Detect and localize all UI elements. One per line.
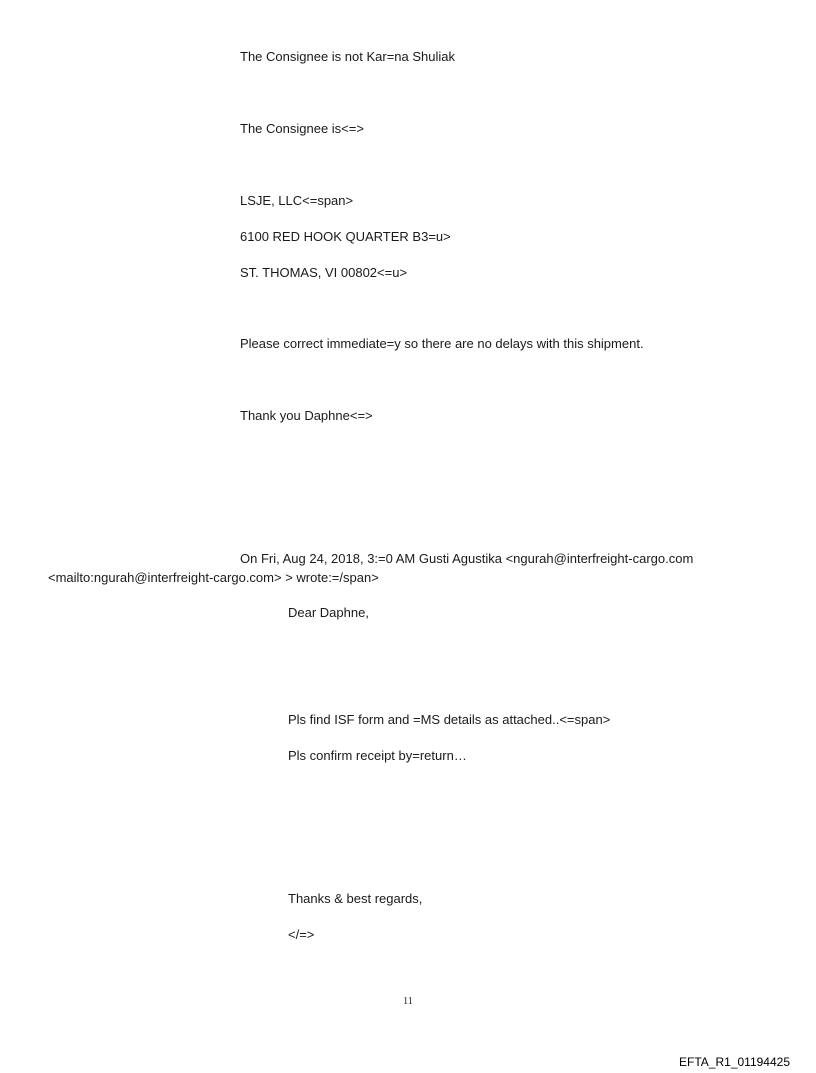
address-line-street: 6100 RED HOOK QUARTER B3=u> [240,229,451,244]
quoted-line-isf: Pls find ISF form and =MS details as attached..<=span> [288,712,611,727]
quoted-header-line1: On Fri, Aug 24, 2018, 3:=0 AM Gusti Agustika <ngurah@interfreight-cargo.com [240,551,694,566]
quoted-greeting: Dear Daphne, [288,605,369,620]
quoted-tag: </=> [288,927,315,942]
address-line-city: ST. THOMAS, VI 00802<=u> [240,265,408,280]
address-line-company: LSJE, LLC<=span> [240,193,354,208]
quoted-closing: Thanks & best regards, [288,891,423,906]
bates-number: EFTA_R1_01194425 [679,1055,790,1069]
quoted-line-confirm: Pls confirm receipt by=return… [288,748,467,763]
signoff-line: Thank you Daphne<=> [240,408,373,423]
consignee-is-line: The Consignee is<=> [240,121,364,136]
correction-request: Please correct immediate=y so there are no delays with this shipment. [240,336,644,351]
quoted-header-line2: <mailto:ngurah@interfreight-cargo.com> > wrote:=/span> [48,570,379,585]
page-number: 11 [403,996,413,1007]
consignee-not-line: The Consignee is not Kar=na Shuliak [240,49,455,64]
